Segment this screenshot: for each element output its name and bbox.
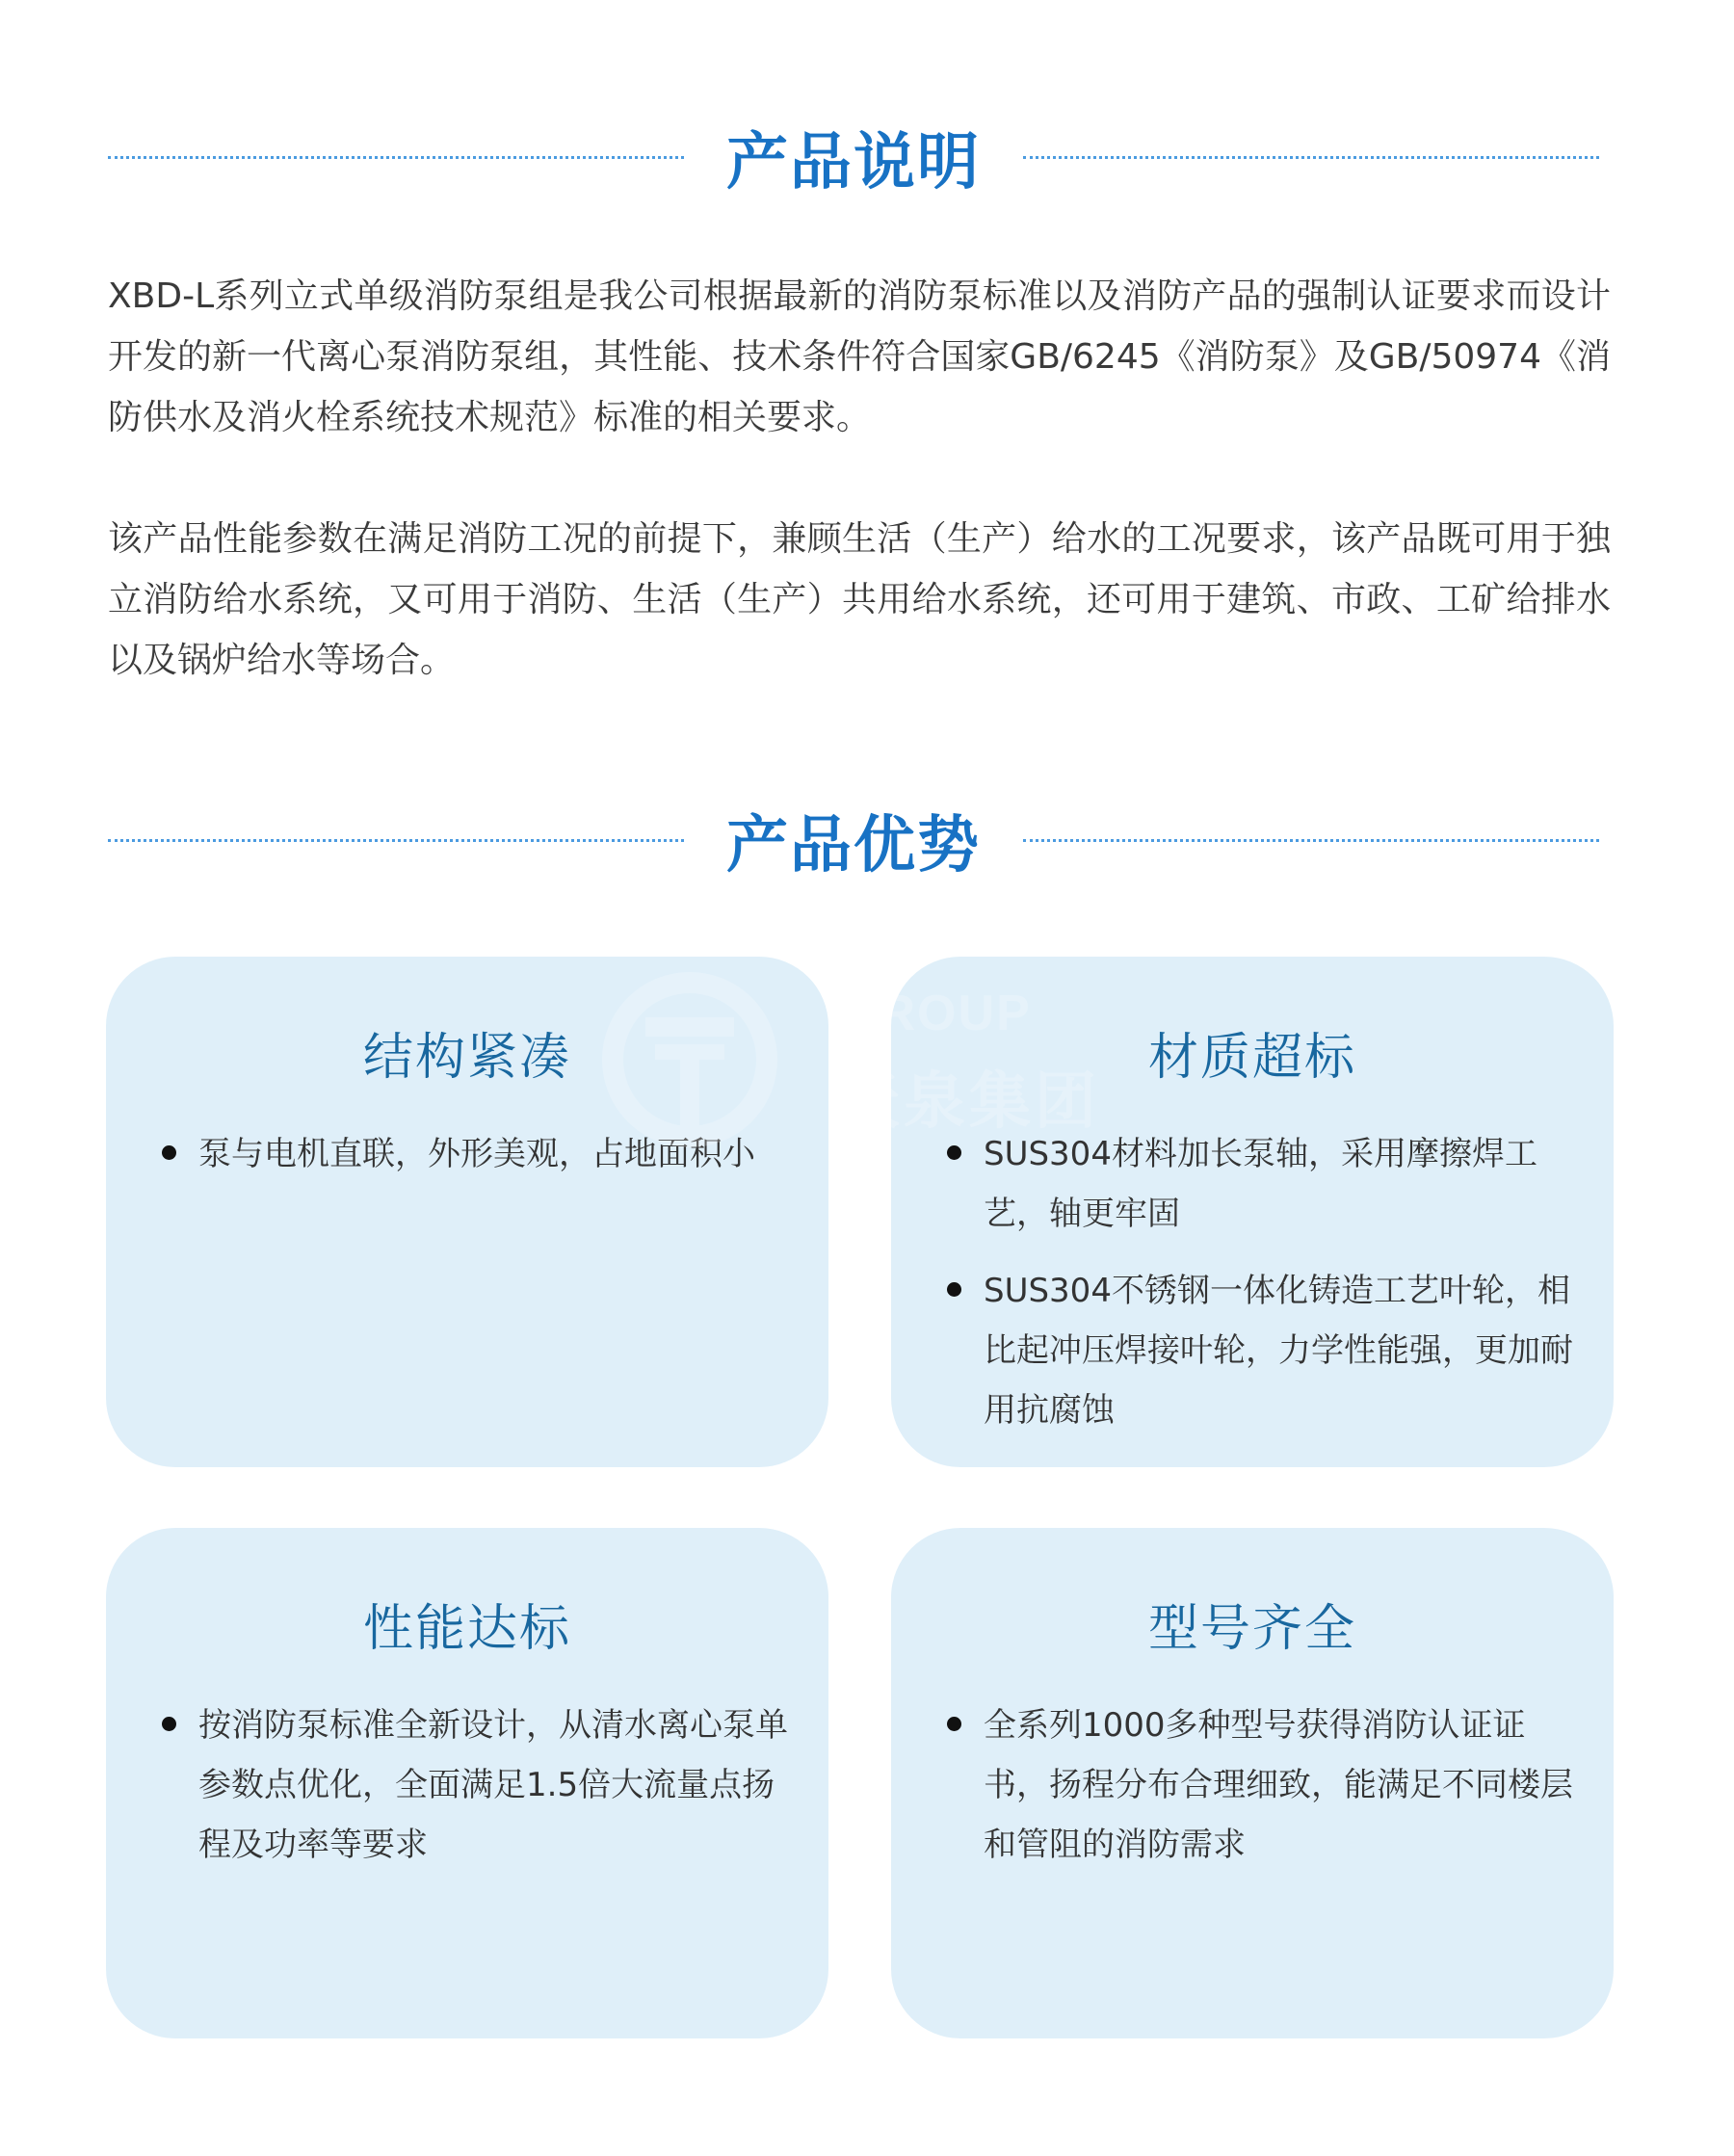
dotted-divider-left xyxy=(108,156,684,159)
bullet-icon xyxy=(947,1145,961,1160)
advantage-card-compact xyxy=(106,957,828,1467)
list-item xyxy=(162,1124,790,1184)
card-title: 型号齐全 xyxy=(1147,1600,1356,1658)
section-header-advantages xyxy=(108,792,1599,888)
card-list xyxy=(162,1124,790,1201)
advantage-card-material xyxy=(891,957,1614,1467)
watermark-text-cn: 天泉集团 xyxy=(838,1066,1100,1138)
list-item-text: 全系列1000多种型号获得消防认证证书，扬程分布合理细致，能满足不同楼层和管阻的消防需求 xyxy=(984,1706,1573,1864)
watermark-text-en: GROUP xyxy=(838,986,1032,1041)
dotted-divider-right xyxy=(1023,156,1599,159)
section-title-intro: 产品说明 xyxy=(726,127,981,198)
section-title-advantages: 产品优势 xyxy=(726,810,981,881)
card-title: 结构紧凑 xyxy=(362,1029,571,1087)
card-list xyxy=(947,1696,1575,1892)
card-title: 性能达标 xyxy=(362,1600,571,1658)
list-item-text: 按消防泵标准全新设计，从清水离心泵单参数点优化，全面满足1.5倍大流量点扬程及功率等要求 xyxy=(198,1706,788,1864)
list-item-text: 泵与电机直联，外形美观，占地面积小 xyxy=(198,1135,755,1173)
dotted-divider-right xyxy=(1023,839,1599,842)
list-item xyxy=(947,1261,1575,1440)
list-item-text: SUS304不锈钢一体化铸造工艺叶轮，相比起冲压焊接叶轮，力学性能强，更加耐用抗腐蚀 xyxy=(984,1272,1573,1430)
intro-paragraph-2: 该产品性能参数在满足消防工况的前提下，兼顾生活（生产）给水的工况要求，该产品既可用于独立消防给水系统，又可用于消防、生活（生产）共用给水系统，还可用于建筑、市政、工矿给排水以及锅炉给水等场合。 xyxy=(108,519,1611,680)
dotted-divider-left xyxy=(108,839,684,842)
card-list xyxy=(947,1124,1575,1458)
card-title: 材质超标 xyxy=(1147,1029,1356,1087)
list-item xyxy=(162,1696,790,1875)
list-item xyxy=(947,1696,1575,1875)
bullet-icon xyxy=(162,1717,176,1731)
list-item xyxy=(947,1124,1575,1244)
bullet-icon xyxy=(947,1717,961,1731)
bullet-icon xyxy=(947,1282,961,1297)
advantage-card-models xyxy=(891,1528,1614,2038)
bullet-icon xyxy=(162,1145,176,1160)
card-list xyxy=(162,1696,790,1892)
section-header-intro xyxy=(108,109,1599,205)
list-item-text: SUS304材料加长泵轴，采用摩擦焊工艺，轴更牢固 xyxy=(984,1135,1537,1233)
advantage-card-performance xyxy=(106,1528,828,2038)
intro-paragraph-1: XBD-L系列立式单级消防泵组是我公司根据最新的消防泵标准以及消防产品的强制认证要求而设计开发的新一代离心泵消防泵组，其性能、技术条件符合国家GB/6245《消防泵》及GB/50974《消防供水及消火栓系统技术规范》标准的相关要求。 xyxy=(108,276,1611,437)
